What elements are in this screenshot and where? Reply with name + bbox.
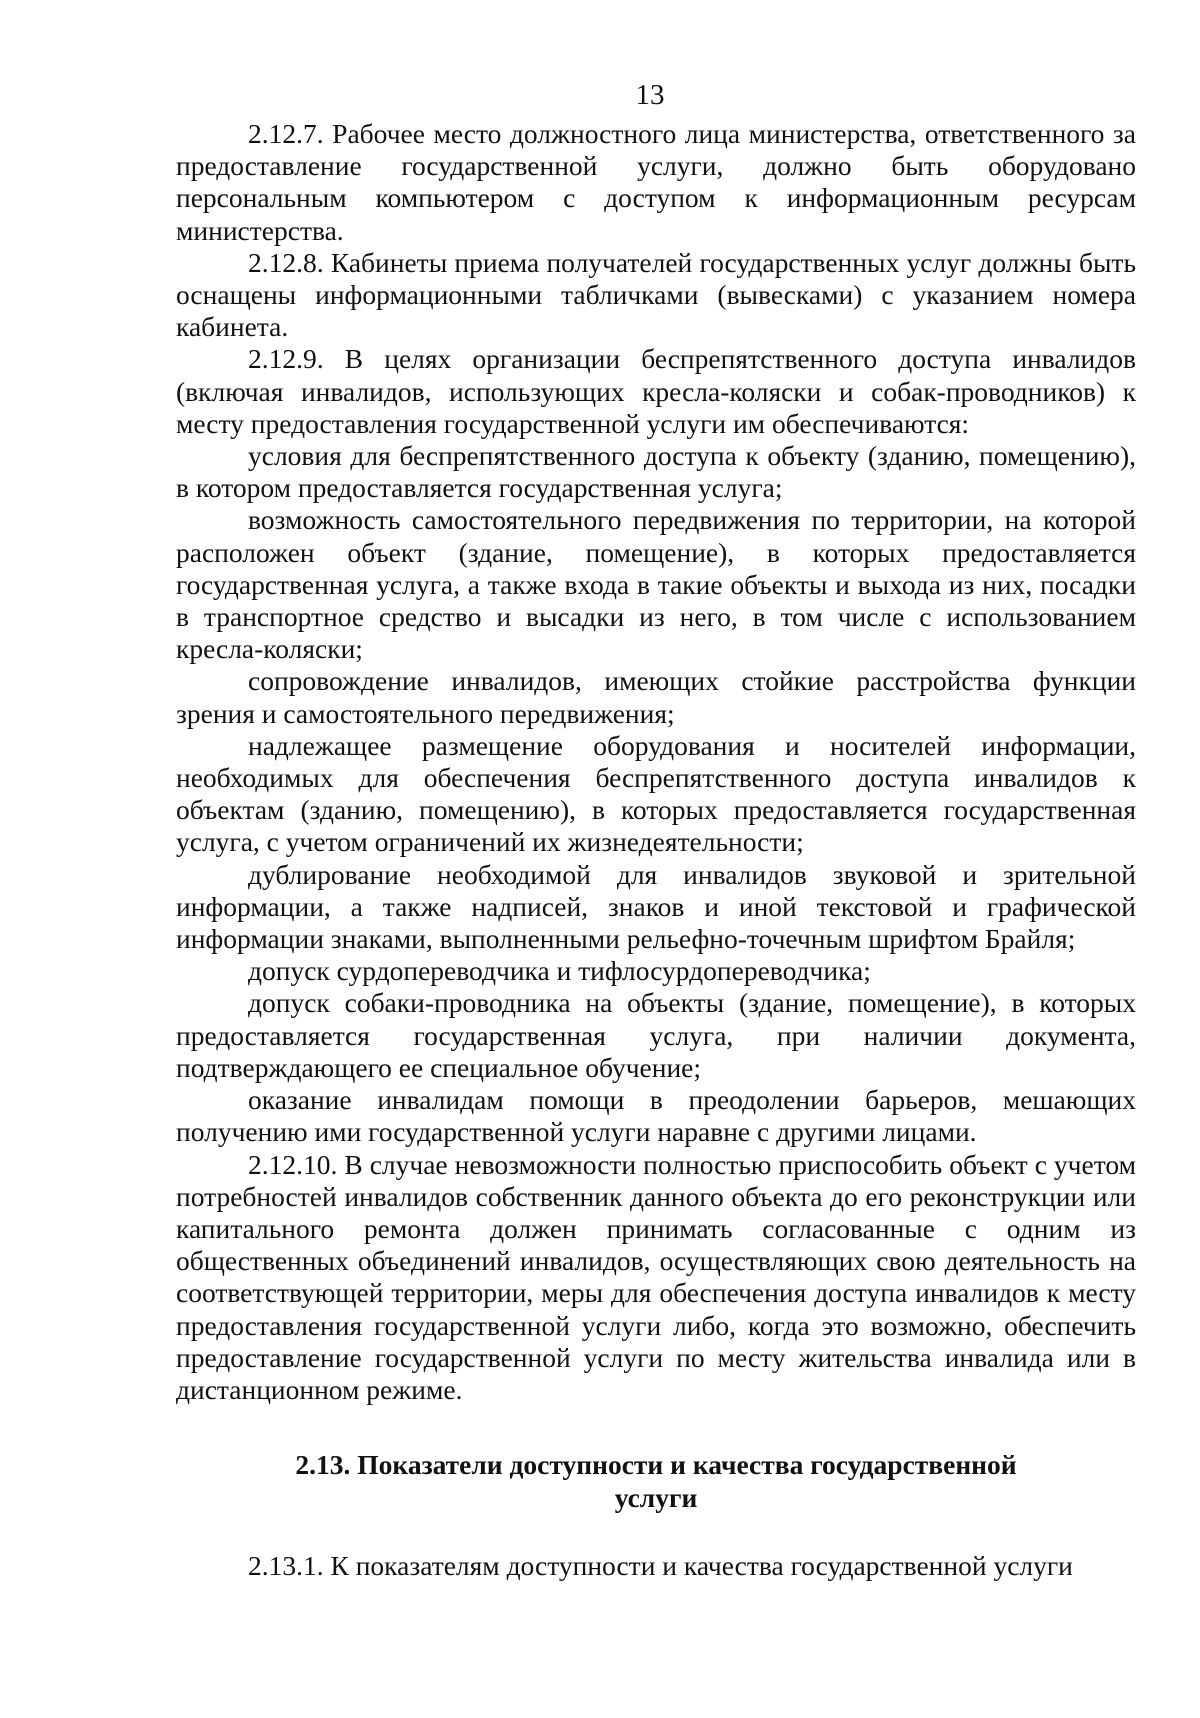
list-item-equipment-placement: надлежащее размещение оборудования и носителей информации, необходимых для обеспечения беспрепятственного доступа инвалидов к объектам (зданию, помещению), в которых предоставляется государственная услуга, с учетом ограничений их жизнедеятельности; (176, 729, 1136, 858)
list-item-barrier-assistance: оказание инвалидам помощи в преодолении барьеров, мешающих получению ими государственной услуги наравне с другими лицами. (176, 1084, 1136, 1148)
page-number: 13 (635, 79, 665, 111)
document-body (176, 118, 1136, 1582)
list-item-access-conditions: условия для беспрепятственного доступа к объекту (зданию, помещению), в котором предоставляется государственная услуга; (176, 440, 1136, 504)
paragraph-2-12-8: 2.12.8. Кабинеты приема получателей государственных услуг должны быть оснащены информационными табличками (вывесками) с указанием номера кабинета. (176, 246, 1136, 343)
list-item-guide-dog: допуск собаки-проводника на объекты (здание, помещение), в которых предоставляется государственная услуга, при наличии документа, подтверждающего ее специальное обучение; (176, 987, 1136, 1083)
heading-spacer (176, 1514, 1136, 1550)
list-item-sign-interpreter: допуск сурдопереводчика и тифлосурдопереводчика; (248, 955, 871, 987)
paragraph-2-12-9: 2.12.9. В целях организации беспрепятственного доступа инвалидов (включая инвалидов, использующих кресла-коляски и собак-проводников) к месту предоставления государственной услуги им обеспечиваются: (176, 343, 1136, 439)
list-item-independent-movement: возможность самостоятельного передвижения по территории, на которой расположен объект (здание, помещение), в которых предоставляется государственная услуга, а также входа в такие объекты и выхода из них, посадки в транспортное средство и высадки из него, в том числе с использованием кресла-коляски; (176, 504, 1136, 665)
section-heading-2-13: 2.13. Показатели доступности и качества государственной услуги (295, 1449, 1017, 1514)
paragraph-2-13-1: 2.13.1. К показателям доступности и качества государственной услуги (248, 1550, 1073, 1582)
list-item-escort: сопровождение инвалидов, имеющих стойкие расстройства функции зрения и самостоятельного передвижения; (176, 665, 1136, 729)
paragraph-2-12-7: 2.12.7. Рабочее место должностного лица министерства, ответственного за предоставление государственной услуги, должно быть оборудовано персональным компьютером с доступом к информационным ресурсам министерства. (176, 118, 1136, 246)
paragraph-2-12-10: 2.12.10. В случае невозможности полностью приспособить объект с учетом потребностей инвалидов собственник данного объекта до его реконструкции или капитального ремонта должен принимать согласованные с одним из общественных объединений инвалидов, осуществляющих свою деятельность на соответствующей территории, меры для обеспечения доступа инвалидов к месту предоставления государственной услуги либо, когда это возможно, обеспечить предоставление государственной услуги по месту жительства инвалида или в дистанционном режиме. (176, 1148, 1136, 1405)
list-item-braille-duplication: дублирование необходимой для инвалидов звуковой и зрительной информации, а также надписей, знаков и иной текстовой и графической информации знаками, выполненными рельефно-точечным шрифтом Брайля; (176, 858, 1136, 955)
